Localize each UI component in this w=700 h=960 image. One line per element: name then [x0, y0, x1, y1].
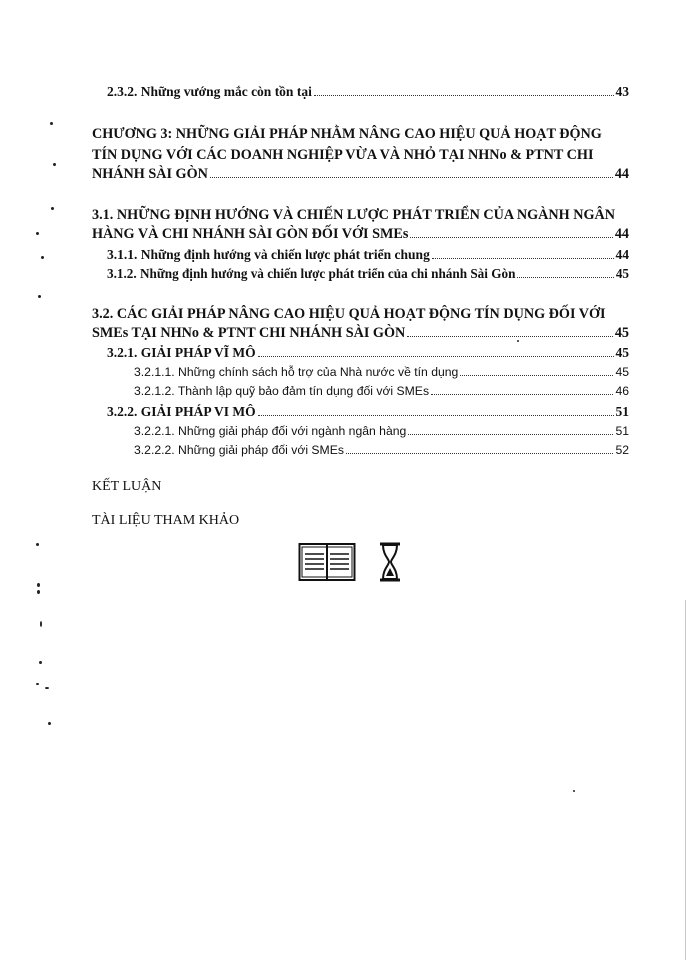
toc-leader-dots [258, 356, 614, 357]
toc-entry-title: HÀNG VÀ CHI NHÁNH SÀI GÒN ĐỐI VỚI SMEs [92, 226, 409, 242]
toc-entry-title: 3.2.1.1. Những chính sách hỗ trợ của Nhà nước về tín dụng [134, 365, 459, 379]
toc-entry-title: 3.1.2. Những định hướng và chiến lược phát triển của chi nhánh Sài Gòn [107, 266, 516, 281]
toc-page-number: 46 [615, 384, 629, 398]
scan-speck [40, 621, 42, 627]
toc-entry-2-3-2 [107, 84, 629, 100]
toc-page-number: 44 [614, 166, 629, 182]
toc-page-number: 45 [615, 365, 629, 379]
toc-entry-3-2-2-2 [134, 443, 629, 457]
scan-speck [39, 661, 42, 664]
toc-leader-dots [408, 434, 613, 435]
chapter-3-heading-line-1: CHƯƠNG 3: NHỮNG GIẢI PHÁP NHẰM NÂNG CAO HIỆU QUẢ HOẠT ĐỘNG [92, 126, 602, 142]
toc-page-number: 44 [615, 247, 629, 262]
section-3-1-heading-line-2 [92, 226, 629, 243]
toc-entry-title: 3.1.1. Những định hướng và chiến lược phát triển chung [107, 247, 430, 262]
hourglass-icon [378, 542, 402, 582]
toc-leader-dots [517, 277, 613, 278]
open-book-icon [298, 542, 356, 582]
toc-entry-title: 3.2.2.1. Những giải pháp đối với ngành ngân hàng [134, 424, 407, 438]
scan-speck [50, 122, 53, 125]
scan-speck [37, 590, 40, 594]
toc-conclusion: KẾT LUẬN [92, 479, 162, 494]
toc-leader-dots [432, 258, 614, 259]
toc-page-number: 45 [615, 266, 629, 281]
toc-page-number: 51 [615, 424, 629, 438]
toc-entry-title: NHÁNH SÀI GÒN [92, 166, 208, 182]
toc-entry-title: SMEs TẠI NHNo & PTNT CHI NHÁNH SÀI GÒN [92, 325, 406, 341]
section-3-1-heading-line-1: 3.1. NHỮNG ĐỊNH HƯỚNG VÀ CHIẾN LƯỢC PHÁT TRIỂN CỦA NGÀNH NGÂN [92, 207, 615, 223]
scan-speck [51, 207, 54, 210]
toc-entry-3-2-1 [107, 345, 629, 361]
toc-entry-3-2-1-1 [134, 365, 629, 379]
scan-edge-line [685, 600, 686, 960]
scan-speck [41, 256, 44, 259]
scan-speck [53, 163, 56, 166]
scan-speck [37, 583, 40, 587]
section-3-2-heading-line-1: 3.2. CÁC GIẢI PHÁP NÂNG CAO HIỆU QUẢ HOẠT ĐỘNG TÍN DỤNG ĐỐI VỚI [92, 306, 606, 322]
toc-leader-dots [407, 336, 613, 337]
toc-entry-title: 3.2.1.2. Thành lập quỹ bảo đảm tín dụng đối với SMEs [134, 384, 430, 398]
toc-entry-3-2-2 [107, 404, 629, 420]
toc-entry-3-1-1 [107, 247, 629, 263]
toc-entry-title: 3.2.2. GIẢI PHÁP VI MÔ [107, 404, 256, 419]
scan-speck [517, 340, 519, 342]
scan-speck [48, 722, 51, 725]
toc-leader-dots [431, 394, 613, 395]
scan-speck [36, 543, 39, 546]
toc-page-number: 45 [614, 325, 629, 341]
chapter-3-heading-line-2: TÍN DỤNG VỚI CÁC DOANH NGHIỆP VỪA VÀ NHỎ TẠI NHNo & PTNT CHI [92, 147, 594, 163]
chapter-3-heading-line-3 [92, 166, 629, 183]
scan-speck [45, 687, 49, 689]
toc-entry-3-2-1-2 [134, 384, 629, 398]
toc-leader-dots [460, 375, 613, 376]
scan-speck [38, 295, 41, 298]
toc-entry-3-1-2 [107, 266, 629, 282]
toc-page-number: 44 [614, 226, 629, 242]
toc-entry-title: 3.2.1. GIẢI PHÁP VĨ MÔ [107, 345, 256, 360]
toc-entry-3-2-2-1 [134, 424, 629, 438]
toc-leader-dots [314, 95, 614, 96]
toc-page-number: 52 [615, 443, 629, 457]
toc-leader-dots [210, 177, 613, 178]
toc-leader-dots [410, 237, 612, 238]
scan-speck [36, 232, 39, 235]
section-3-2-heading-line-2 [92, 325, 629, 342]
toc-leader-dots [346, 453, 614, 454]
toc-page-number: 45 [615, 345, 629, 360]
scan-speck [36, 683, 39, 685]
toc-references: TÀI LIỆU THAM KHẢO [92, 513, 240, 528]
toc-entry-title: 3.2.2.2. Những giải pháp đối với SMEs [134, 443, 344, 457]
toc-page-number: 51 [615, 404, 629, 419]
scan-speck [573, 790, 575, 792]
toc-page-number: 43 [615, 84, 629, 99]
toc-entry-title: 2.3.2. Những vướng mắc còn tồn tại [107, 84, 312, 99]
toc-leader-dots [258, 415, 614, 416]
